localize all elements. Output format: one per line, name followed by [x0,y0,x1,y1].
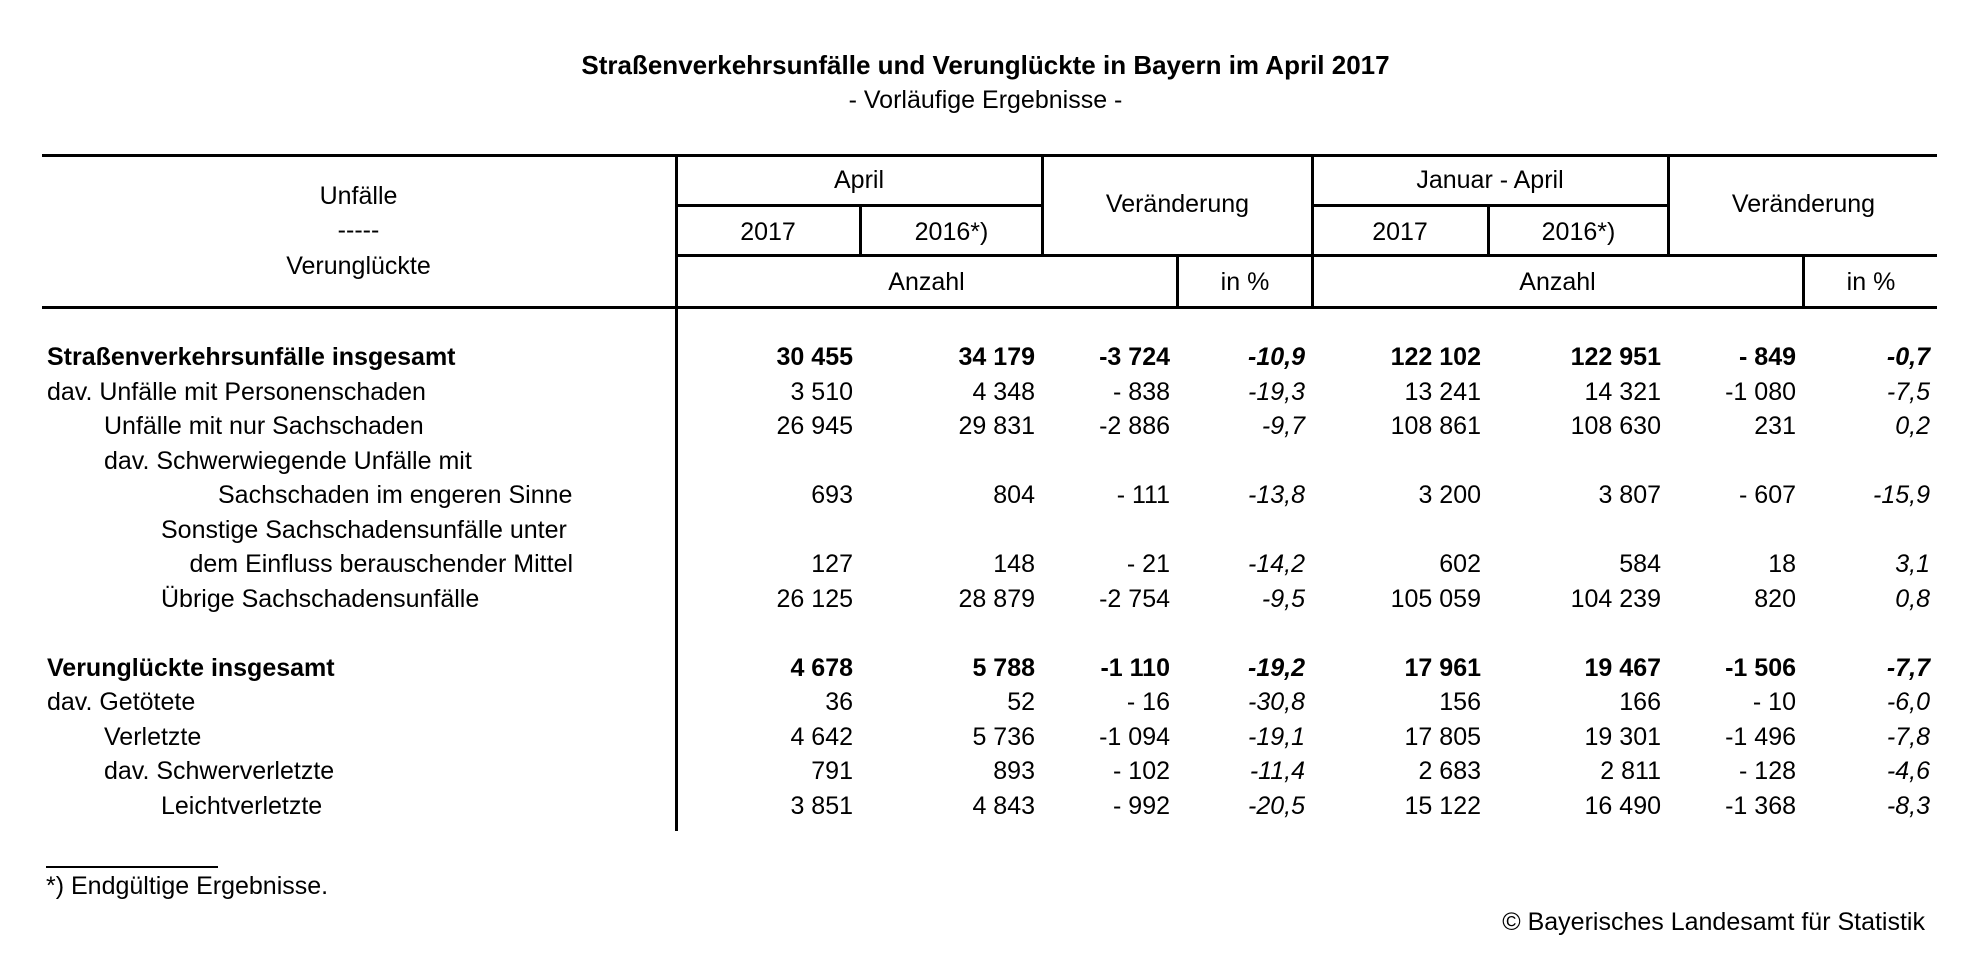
table-cell: 122 951 [1570,343,1661,371]
table-cell: -11,4 [1249,757,1305,785]
table-cell: -10,9 [1248,343,1305,371]
table-cell: -9,5 [1261,584,1305,613]
table-title: Straßenverkehrsunfälle und Verunglückte in Bayern im April 2017 [581,50,1390,80]
table-cell: 127 [811,550,853,578]
table-cell: 108 630 [1570,412,1661,440]
table-cell: 0,8 [1895,584,1930,613]
table-cell: 36 [825,688,853,716]
table-cell: 17 805 [1404,722,1481,751]
table-cell: 893 [993,757,1035,785]
percent-header-april: in % [1220,268,1270,296]
table-cell: 2 811 [1600,757,1661,785]
table-cell: -19,3 [1248,377,1305,406]
footnote: *) Endgültige Ergebnisse. [46,872,329,900]
table-cell: -9,7 [1261,412,1305,440]
row-header-top: Unfälle [319,182,398,210]
table-cell: -4,6 [1886,757,1930,785]
table-cell: -19,1 [1248,722,1305,751]
table-cell: 5 788 [972,653,1035,682]
table-cell: 3 510 [790,377,853,406]
table-cell: 0,2 [1895,412,1930,440]
table-top-rule [42,154,1937,157]
table-cell: - 111 [1116,481,1170,509]
table-cell: -1 506 [1725,653,1796,682]
table-cell: -3 724 [1099,343,1170,371]
label-column-rule [675,154,678,831]
table-cell: -1 496 [1725,722,1796,751]
row-label: Leichtverletzte [161,791,323,820]
row-label: Unfälle mit nur Sachschaden [104,412,424,440]
table-cell: 26 125 [776,584,853,613]
years-bottom-rule [677,254,1937,257]
table-cell: -14,2 [1248,550,1305,578]
table-cell: 3 851 [790,791,853,820]
table-cell: 156 [1439,688,1481,716]
table-cell: -1 094 [1099,722,1170,751]
row-label: dav. Schwerwiegende Unfälle mit [104,446,472,475]
table-cell: 17 961 [1404,653,1481,682]
table-cell: -1 080 [1725,377,1796,406]
year-header-2017-april: 2017 [740,218,796,246]
table-cell: -1 368 [1725,791,1796,820]
count-header-april: Anzahl [888,268,965,296]
table-cell: 19 301 [1584,722,1661,751]
change-header-april: Veränderung [1105,190,1250,218]
table-cell: 52 [1007,688,1035,716]
row-label: Übrige Sachschadensunfälle [161,584,480,613]
change-header-janapr: Veränderung [1731,190,1876,218]
table-cell: 28 879 [958,584,1035,613]
table-cell: 29 831 [958,412,1035,440]
table-cell: 804 [993,481,1035,509]
table-cell: 584 [1619,550,1661,578]
footnote-rule [46,866,218,868]
header-bottom-rule [42,306,1937,309]
table-cell: 13 241 [1404,377,1481,406]
row-header-separator: ----- [337,216,380,244]
row-label: Verletzte [104,722,202,751]
row-label: Sonstige Sachschadensunfälle unter [161,515,567,544]
table-cell: 3 807 [1598,481,1661,509]
table-cell: 3 200 [1418,481,1481,509]
year-header-2016-janapr: 2016*) [1541,218,1616,246]
table-subtitle: - Vorläufige Ergebnisse - [848,86,1123,114]
table-cell: 30 455 [776,343,853,371]
table-cell: -0,7 [1886,343,1930,371]
count-header-janapr: Anzahl [1519,268,1596,296]
table-cell: 3,1 [1895,550,1930,578]
table-cell: -8,3 [1886,791,1930,820]
table-cell: 693 [811,481,853,509]
table-cell: 18 [1768,550,1796,578]
table-cell: -1 110 [1100,653,1170,682]
janapr-header-rule [1313,204,1669,207]
table-cell: - 16 [1126,688,1170,716]
table-cell: 791 [811,757,853,785]
row-label: Verunglückte insgesamt [47,653,335,682]
table-cell: -19,2 [1248,653,1305,682]
table-cell: -2 754 [1099,584,1170,613]
table-cell: - 128 [1739,757,1796,785]
table-cell: - 838 [1113,377,1170,406]
year-header-2017-janapr: 2017 [1372,218,1428,246]
table-cell: -6,0 [1886,688,1930,716]
row-label: dav. Schwerverletzte [104,757,335,785]
table-cell: 4 843 [972,791,1035,820]
group-header-jan-apr: Januar - April [1416,166,1564,194]
table-cell: 820 [1754,584,1796,613]
table-cell: 19 467 [1584,653,1661,682]
table-cell: 122 102 [1390,343,1481,371]
table-cell: - 21 [1126,550,1170,578]
table-cell: - 102 [1113,757,1170,785]
table-cell: 166 [1619,688,1661,716]
table-cell: - 607 [1739,481,1796,509]
table-cell: 16 490 [1584,791,1661,820]
table-cell: -7,7 [1886,653,1930,682]
row-label: Sachschaden im engeren Sinne [218,481,573,509]
row-label: dem Einfluss berauschender Mittel [189,550,574,578]
table-cell: -7,5 [1886,377,1930,406]
table-cell: -7,8 [1886,722,1930,751]
year-header-2016-april: 2016*) [914,218,989,246]
table-cell: - 849 [1739,343,1796,371]
table-cell: 15 122 [1404,791,1481,820]
table-cell: 14 321 [1584,377,1661,406]
table-cell: 4 642 [790,722,853,751]
table-cell: 105 059 [1390,584,1481,613]
table-cell: 34 179 [958,343,1035,371]
table-cell: 602 [1439,550,1481,578]
row-label: Straßenverkehrsunfälle insgesamt [47,343,456,371]
table-cell: -15,9 [1873,481,1930,509]
percent-header-janapr: in % [1846,268,1896,296]
table-cell: -2 886 [1099,412,1170,440]
table-cell: 148 [993,550,1035,578]
table-cell: 26 945 [776,412,853,440]
table-cell: 108 861 [1390,412,1481,440]
copyright: © Bayerisches Landesamt für Statistik [1502,908,1925,936]
table-cell: -20,5 [1248,791,1305,820]
table-cell: 4 678 [790,653,853,682]
table-cell: -13,8 [1248,481,1305,509]
table-cell: - 10 [1752,688,1796,716]
row-header-bottom: Verunglückte [286,252,431,280]
table-cell: - 992 [1113,791,1170,820]
table-cell: 2 683 [1418,757,1481,785]
table-cell: 231 [1754,412,1796,440]
table-cell: -30,8 [1248,688,1305,716]
table-cell: 5 736 [972,722,1035,751]
row-label: dav. Unfälle mit Personenschaden [47,377,426,406]
row-label: dav. Getötete [47,688,196,716]
group-header-april: April [833,166,884,194]
table-cell: 104 239 [1570,584,1661,613]
table-cell: 4 348 [972,377,1035,406]
